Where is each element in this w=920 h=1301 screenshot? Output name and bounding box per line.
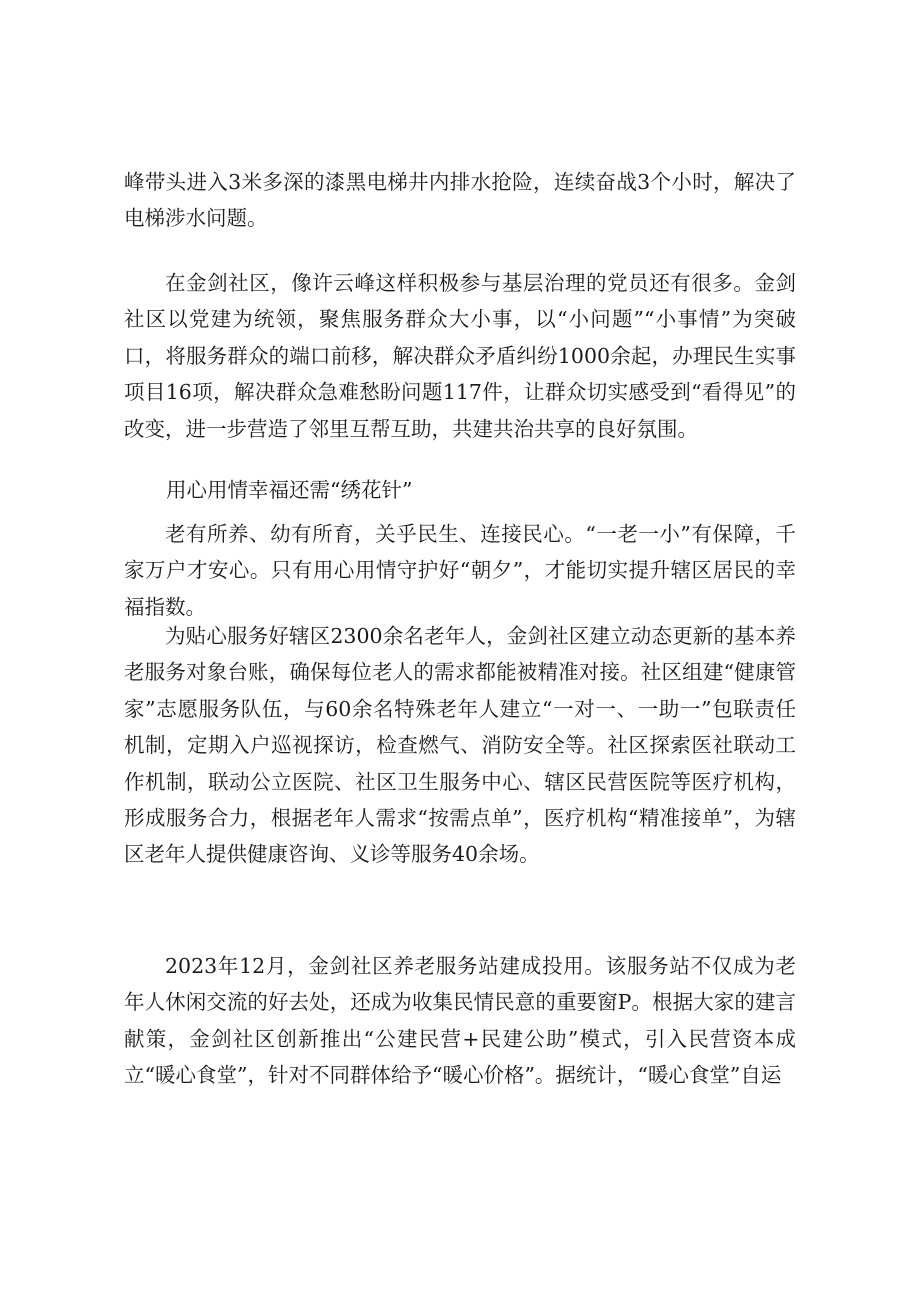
paragraph-party-building: 在金剑社区，像许云峰这样积极参与基层治理的党员还有很多。金剑社区以党建为统领，聚焦服务群众大小事，以“小问题”“小事情”为突破口，将服务群众的端口前移，解决群众矛盾纠纷1000余起，办理民生实事项目16项，解决群众急难愁盼问题117件，让群众切实感受到“看得见”的改变，进一步营造了邻里互帮互助，共建共治共享的良好氛围。 xyxy=(124,271,796,441)
paragraph-elderly-services: 为贴心服务好辖区2300余名老年人，金剑社区建立动态更新的基本养老服务对象台账，确保每位老人的需求都能被精准对接。社区组建“健康管家”志愿服务队伍，与60余名特殊老年人建立“一对一、一助一”包联责任机制，定期入户巡视探访，检查燃气、消防安全等。社区探索医社联动工作机制，联动公立医院、社区卫生服务中心、辖区民营医院等医疗机构，形成服务合力，根据老年人需求“按需点单”，医疗机构“精准接单”，为辖区老年人提供健康咨询、义诊等服务40余场。 xyxy=(124,624,796,867)
paragraph-care-station: 2023年12月，金剑社区养老服务站建成投用。该服务站不仅成为老年人休闲交流的好去处，还成为收集民情民意的重要窗P。根据大家的建言献策，金剑社区创新推出“公建民营+民建公助”模式，引入民营资本成立“暖心食堂”，针对不同群体给予“暖心价格”。据统计，“暖心食堂”自运 xyxy=(124,954,796,1088)
paragraph-elderly-children: 老有所养、幼有所育，关乎民生、连接民心。“一老一小”有保障，千家万户才安心。只有用心用情守护好“朝夕”，才能切实提升辖区居民的幸福指数。 xyxy=(124,522,796,619)
section-heading: 用心用情幸福还需“绣花针” xyxy=(166,478,413,502)
paragraph-continuation: 峰带头进入3米多深的漆黑电梯井内排水抢险，连续奋战3个小时，解决了电梯涉水问题。 xyxy=(124,170,796,231)
